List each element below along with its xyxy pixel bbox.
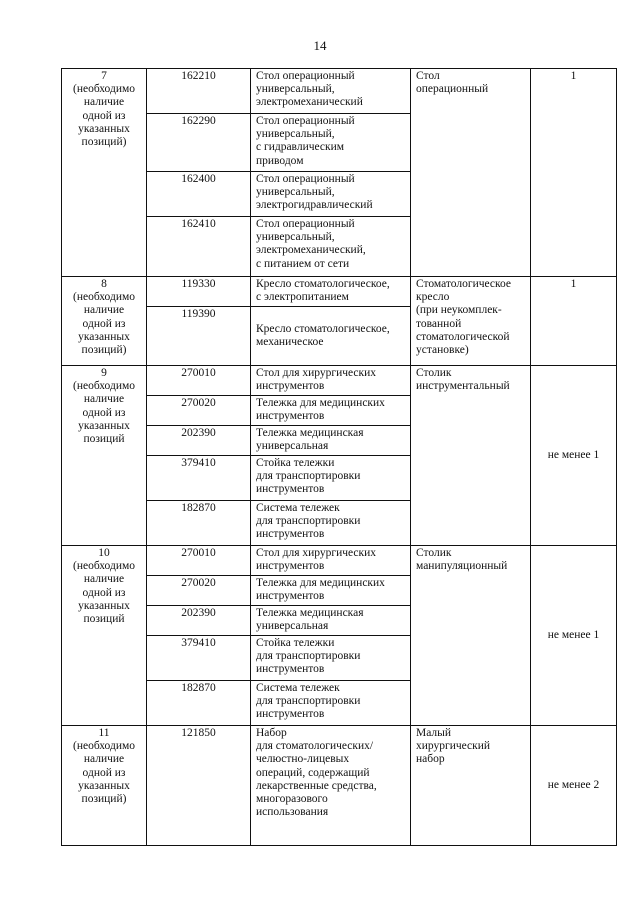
- item-name: Система тележек для транспортировки инструментов: [251, 681, 411, 726]
- item-code: 162210: [147, 69, 251, 114]
- position-number: 7 (необходимо наличие одной из указанных позиций): [62, 69, 147, 277]
- item-name: Тележка для медицинских инструментов: [251, 576, 411, 606]
- item-code: 162410: [147, 217, 251, 277]
- table-row: [62, 726, 617, 846]
- item-name: Тележка медицинская универсальная: [251, 426, 411, 456]
- item-name: Стол операционный универсальный, с гидравлическим приводом: [251, 114, 411, 172]
- table-row: [62, 366, 617, 396]
- required-quantity: 1: [531, 277, 617, 366]
- item-name: Стол операционный универсальный, электрогидравлический: [251, 172, 411, 217]
- item-code: 270020: [147, 396, 251, 426]
- required-quantity: не менее 2: [531, 726, 617, 846]
- item-name: Стойка тележки для транспортировки инструментов: [251, 636, 411, 681]
- item-name: Стол операционный универсальный, электромеханический: [251, 69, 411, 114]
- position-number: 11 (необходимо наличие одной из указанных позиций): [62, 726, 147, 846]
- equipment-type: Стоматологическое кресло (при неукомплек- тованной стоматологической установке): [411, 277, 531, 366]
- item-name: Стол для хирургических инструментов: [251, 546, 411, 576]
- item-code: 202390: [147, 426, 251, 456]
- equipment-type: Стол операционный: [411, 69, 531, 277]
- item-code: 270010: [147, 366, 251, 396]
- item-code: 379410: [147, 636, 251, 681]
- item-name: Кресло стоматологическое, механическое: [251, 307, 411, 366]
- item-code: 270020: [147, 576, 251, 606]
- item-code: 182870: [147, 501, 251, 546]
- item-code: 379410: [147, 456, 251, 501]
- required-quantity: не менее 1: [531, 366, 617, 546]
- item-name: Стойка тележки для транспортировки инструментов: [251, 456, 411, 501]
- equipment-type: Столик манипуляционный: [411, 546, 531, 726]
- item-code: 202390: [147, 606, 251, 636]
- item-code: 162290: [147, 114, 251, 172]
- item-code: 270010: [147, 546, 251, 576]
- position-number: 8 (необходимо наличие одной из указанных позиций): [62, 277, 147, 366]
- table-row: [62, 69, 617, 114]
- table-row: [62, 277, 617, 307]
- item-code: 119390: [147, 307, 251, 366]
- table-row: [62, 546, 617, 576]
- position-number: 10 (необходимо наличие одной из указанных позиций: [62, 546, 147, 726]
- item-code: 162400: [147, 172, 251, 217]
- required-quantity: не менее 1: [531, 546, 617, 726]
- required-quantity: 1: [531, 69, 617, 277]
- item-name: Тележка для медицинских инструментов: [251, 396, 411, 426]
- item-name: Система тележек для транспортировки инструментов: [251, 501, 411, 546]
- item-name: Стол для хирургических инструментов: [251, 366, 411, 396]
- equipment-table: [61, 68, 617, 846]
- item-code: 119330: [147, 277, 251, 307]
- item-name: Стол операционный универсальный, электромеханический, с питанием от сети: [251, 217, 411, 277]
- item-name: Тележка медицинская универсальная: [251, 606, 411, 636]
- equipment-type: Столик инструментальный: [411, 366, 531, 546]
- equipment-type: Малый хирургический набор: [411, 726, 531, 846]
- item-name: Набор для стоматологических/ челюстно-лицевых операций, содержащий лекарственные средства, многоразового использования: [251, 726, 411, 846]
- item-code: 182870: [147, 681, 251, 726]
- item-name: Кресло стоматологическое, с электропитанием: [251, 277, 411, 307]
- position-number: 9 (необходимо наличие одной из указанных позиций: [62, 366, 147, 546]
- item-code: 121850: [147, 726, 251, 846]
- page-number: 14: [313, 38, 327, 53]
